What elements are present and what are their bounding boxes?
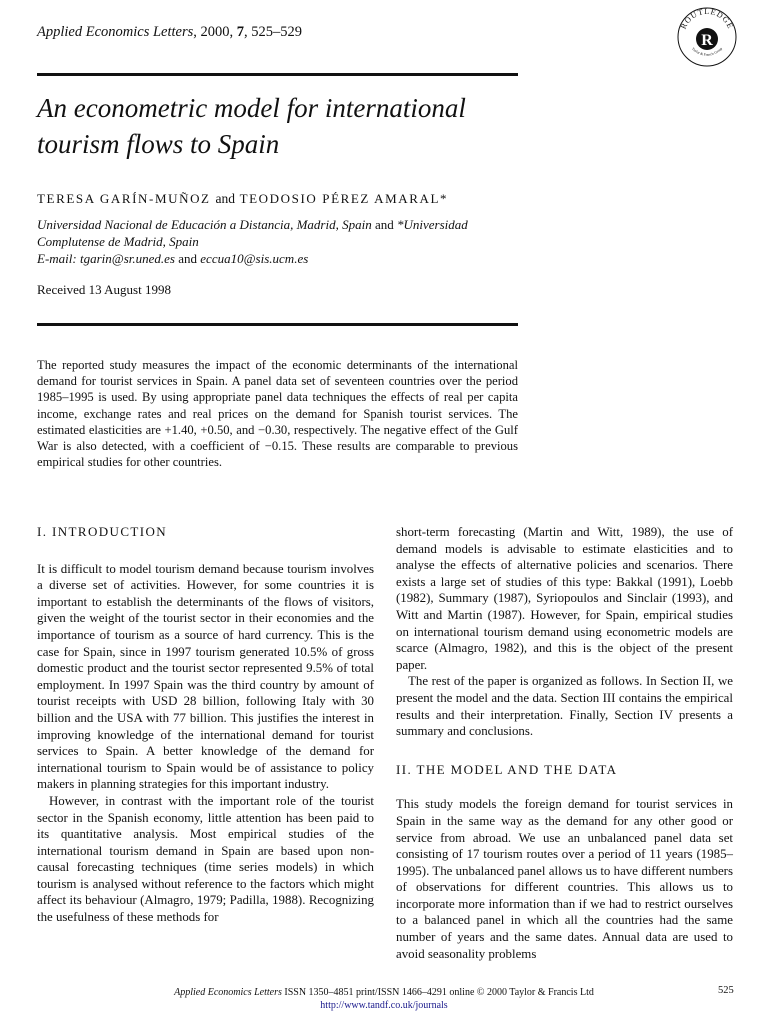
introduction-paragraph-1: It is difficult to model tourism demand because tourism involves a diverse set of activities. However, for some countries it is important to establish the determinants of the flows of visitors, given the weight of the tourist sector in their economies and the importance of tourism as a source of hard currency. This is the case for Spain, since in 1997 tourism generated 10.5% of gross domestic product and the tourist sector represented 9.5% of total employment. In 1997 Spain was the third country by amount of tourist receipts with USD 28 billion, following Italy with 30 billion and the USA with 77 billion. This justifies the interest in improving knowledge of the international demand for tourist services to Spain. A better knowledge of the demand for international tourism to Spain would be of assistance to policy makers in planning strategies for this important industry. — [37, 561, 374, 792]
footer-journal: Applied Economics Letters — [174, 987, 282, 998]
left-column — [37, 524, 374, 926]
bottom-rule — [37, 323, 518, 326]
footer-url[interactable]: http://www.tandf.co.uk/journals — [320, 1000, 448, 1011]
article-title — [37, 90, 537, 162]
abstract: The reported study measures the impact of the economic determinants of the international demand for tourist services in Spain. A panel data set of seventeen countries over the period 1985–1995 is used. By using appropriate panel data techniques the effects of real per capita income, exchange rates and real prices on the demand for Spanish tourist services. The estimated elasticities are +1.40, +0.50, and −0.30, respectively. The negative effect of the Gulf War is also detected, with a coefficient of −0.15. These results are comparable to previous empirical studies for other countries. — [37, 358, 518, 470]
journal-volume: 7 — [236, 24, 245, 40]
affiliations — [37, 216, 527, 267]
journal-citation — [37, 24, 302, 41]
top-rule — [37, 73, 518, 76]
received-date: Received 13 August 1998 — [37, 282, 171, 297]
title-line-1: An econometric model for international — [37, 93, 466, 123]
email-1[interactable]: tgarin@sr.uned.es — [79, 251, 175, 266]
email-label: E-mail: — [37, 251, 80, 266]
email-2[interactable]: eccua10@sis.ucm.es — [200, 251, 309, 266]
journal-pages: , 525–529 — [244, 24, 303, 40]
model-paragraph-1: This study models the foreign demand for tourist services in Spain in the same way as the demand for any other good or service from abroad. We use an unbalanced panel data set consisting of 17 tourism routes over a period of 11 years (1985–1995). The unbalanced panel allows us to have different numbers of observations for different countries. This allows us to incorporate more information than if we had to restrict ourselves to a balanced panel in which all the countries had the same number of years and the same dates. Annual data are used to avoid seasonality problems — [396, 797, 733, 961]
affiliation-2: *Universidad Complutense de Madrid, Spain — [37, 217, 468, 249]
svg-text:ROUTLEDGE — [679, 7, 736, 31]
introduction-paragraph-4: The rest of the paper is organized as follows. In Section II, we present the model and the data. Section III contains the empirical results and their interpretation. Finally, Section IV presents a summary and conclusions. — [396, 674, 733, 739]
email-and: and — [175, 251, 201, 266]
logo-text: ROUTLEDGE — [678, 6, 736, 31]
introduction-paragraph-2: However, in contrast with the important role of the tourist sector in the Spanish economy, little attention has been paid to its quantitative analysis. Most empirical studies of the international tourism demand in Spain are based upon non-causal forecasting techniques (time series models) in which tourism is analysed without reference to the factors which might affect its behaviour (Almagro, 1979; Padilla, 1988). Recognizing the usefulness of these methods for — [37, 793, 374, 925]
logo-subtext: Taylor & Francis Group — [690, 46, 724, 57]
journal-year: , 2000, — [193, 24, 237, 40]
logo-letter: R — [701, 32, 713, 49]
introduction-heading: I. INTRODUCTION — [37, 524, 168, 539]
author-list — [37, 191, 448, 207]
affiliation-and: and — [371, 217, 397, 232]
right-column — [396, 524, 733, 962]
author-and: and — [215, 191, 235, 206]
introduction-paragraph-3: short-term forecasting (Martin and Witt, 1989), the use of demand models is advisable to estimate elasticities and to analyse the effects of alternative policies and scenarios. There exists a large set of studies of this type: Bakkal (1991), Loebb (1982), Summary (1987), Syriopoulos and Sinclair (1993), and Witt and Martin (1987). However, for Spain, empirical studies on international tourism demand using econometric models are scarce (Almagro, 1982), and this is the object of the present paper. — [396, 525, 733, 672]
author-1: TERESA GARÍN-MUÑOZ — [37, 191, 211, 206]
model-heading: II. THE MODEL AND THE DATA — [396, 761, 618, 777]
footer-issn: ISSN 1350–4851 print/ISSN 1466–4291 online © 2000 Taylor & Francis Ltd — [281, 987, 594, 998]
title-line-2: tourism flows to Spain — [37, 129, 280, 159]
author-2: TEODOSIO PÉREZ AMARAL* — [239, 191, 449, 206]
footer — [0, 986, 768, 1012]
page-number: 525 — [718, 985, 734, 996]
affiliation-1: Universidad Nacional de Educación a Distancia, Madrid, Spain — [37, 217, 372, 232]
routledge-logo — [676, 6, 738, 68]
journal-name: Applied Economics Letters — [37, 24, 194, 40]
